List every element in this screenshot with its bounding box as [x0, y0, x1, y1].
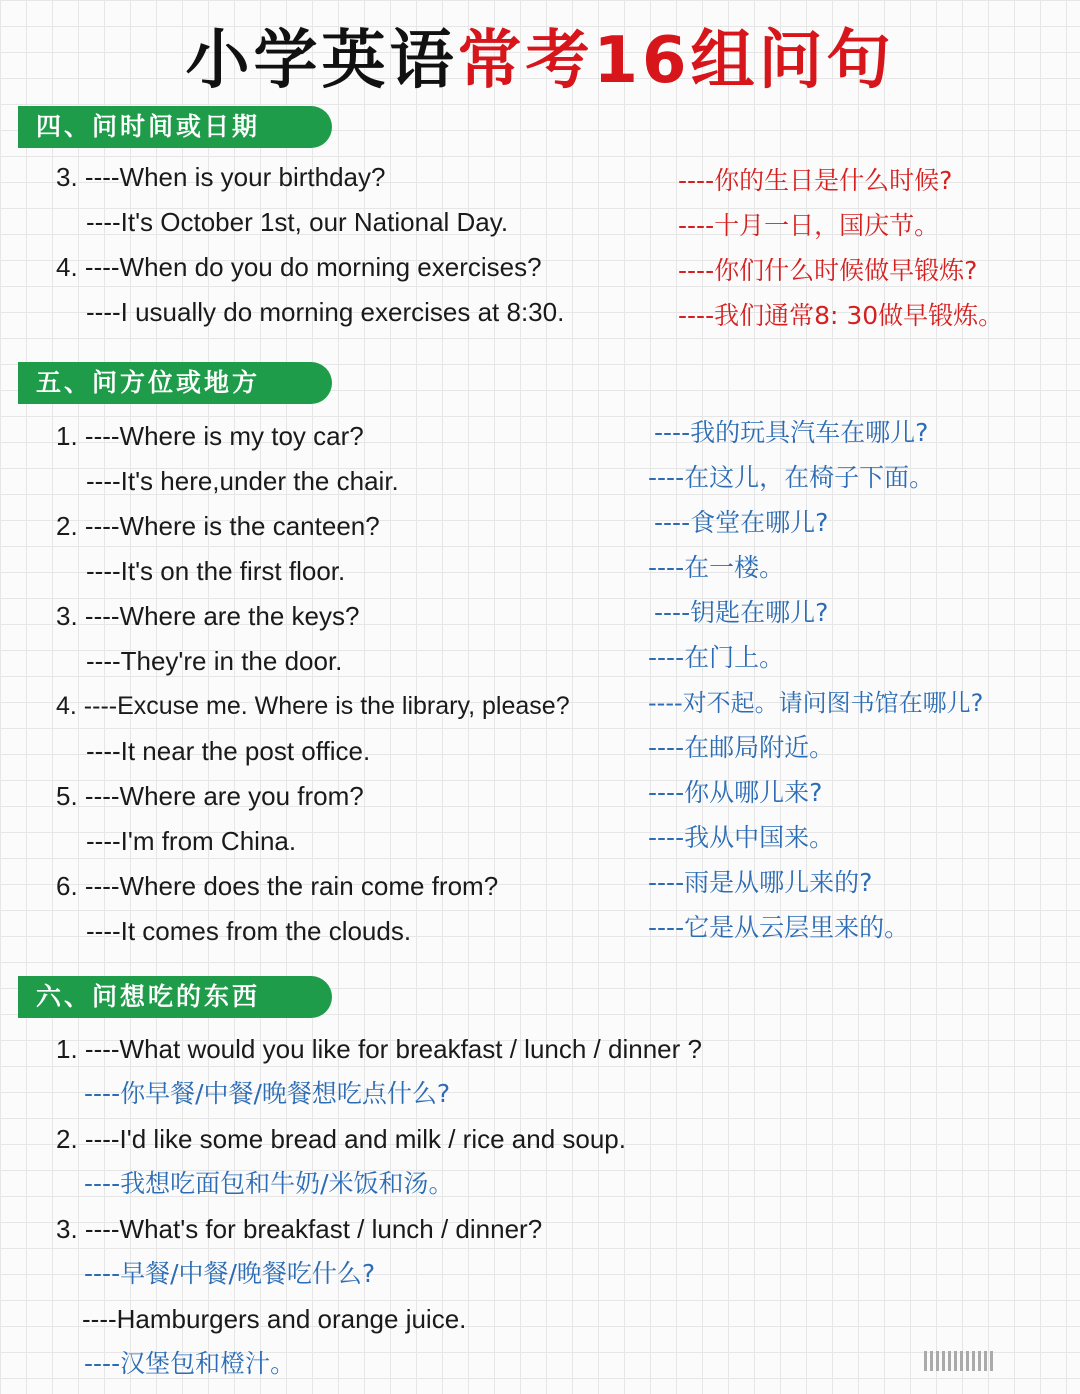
answer-zh: ----它是从云层里来的。 [648, 913, 910, 942]
question-en: 3. ----Where are the keys? [56, 601, 360, 631]
answer-en: ----It's here,under the chair. [86, 466, 399, 496]
answer-en: ----Hamburgers and orange juice. [82, 1304, 467, 1334]
question-en: 1. ----Where is my toy car? [56, 421, 364, 451]
section-heading: 五、问方位或地方 [18, 362, 332, 404]
watermark-icon [924, 1350, 1056, 1372]
answer-zh: ----在邮局附近。 [648, 733, 835, 762]
answer-zh: ----我想吃面包和牛奶/米饭和汤。 [84, 1169, 454, 1198]
title-red: 常考16组问句 [457, 24, 895, 98]
answer-en: ----I'm from China. [86, 826, 297, 856]
answer-zh: ----我们通常8: 30做早锻炼。 [678, 301, 1004, 330]
question-en: 1. ----What would you like for breakfast / lunch / dinner ? [56, 1034, 702, 1064]
question-en: 2. ----Where is the canteen? [56, 511, 380, 541]
answer-en: ----It's on the first floor. [86, 556, 346, 586]
question-zh: ----钥匙在哪儿? [654, 598, 829, 627]
question-zh: ----你的生日是什么时候? [678, 166, 953, 195]
question-zh: ----你早餐/中餐/晚餐想吃点什么? [84, 1079, 451, 1108]
answer-en: ----They're in the door. [86, 646, 343, 676]
answer-en: ----It comes from the clouds. [86, 916, 412, 946]
question-en: 5. ----Where are you from? [56, 781, 364, 811]
section-heading: 四、问时间或日期 [18, 106, 332, 148]
answer-zh: ----在一楼。 [648, 553, 785, 582]
question-en: 3. ----When is your birthday? [56, 162, 386, 192]
title-black: 小学英语 [185, 24, 458, 98]
answer-zh: ----在这儿，在椅子下面。 [648, 463, 935, 492]
question-en: 4. ----Excuse me. Where is the library, please? [56, 692, 570, 720]
question-en: 3. ----What's for breakfast / lunch / dinner? [56, 1214, 543, 1244]
section-heading: 六、问想吃的东西 [18, 976, 332, 1018]
question-zh: ----你们什么时候做早锻炼? [678, 256, 978, 285]
answer-zh: ----在门上。 [648, 643, 785, 672]
answer-zh: ----我从中国来。 [648, 823, 835, 852]
question-zh: ----食堂在哪儿? [654, 508, 829, 537]
answer-zh: ----汉堡包和橙汁。 [84, 1349, 296, 1378]
question-zh: ----雨是从哪儿来的? [648, 868, 873, 897]
answer-en: ----It near the post office. [86, 736, 371, 766]
question-zh: ----我的玩具汽车在哪儿? [654, 418, 929, 447]
question-en: 4. ----When do you do morning exercises? [56, 252, 542, 282]
question-zh: ----早餐/中餐/晚餐吃什么? [84, 1259, 376, 1288]
page-title [0, 22, 1080, 100]
answer-en: 2. ----I'd like some bread and milk / rice and soup. [56, 1124, 626, 1154]
question-zh: ----你从哪儿来? [648, 778, 823, 807]
answer-en: ----It's October 1st, our National Day. [86, 207, 509, 237]
answer-zh: ----十月一日，国庆节。 [678, 211, 940, 240]
question-en: 6. ----Where does the rain come from? [56, 871, 499, 901]
question-zh: ----对不起。请问图书馆在哪儿? [648, 689, 984, 717]
answer-en: ----I usually do morning exercises at 8:30. [86, 297, 565, 327]
